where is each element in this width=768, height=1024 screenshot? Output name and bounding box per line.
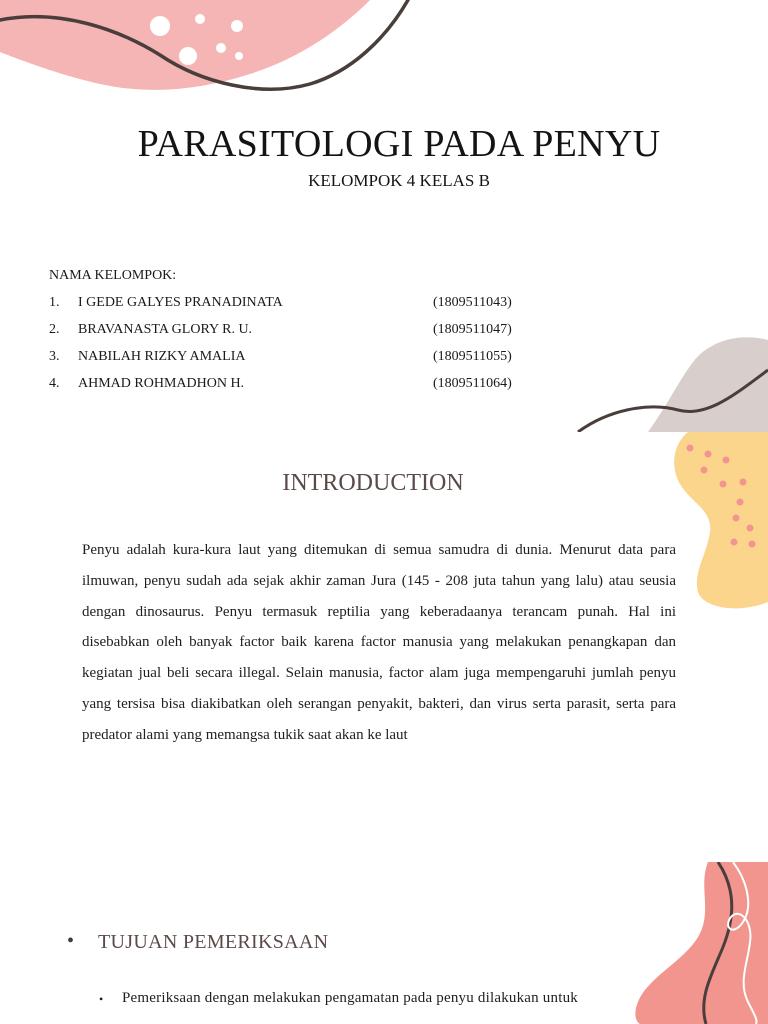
right-decoration [568,332,768,432]
dot-decoration [705,451,712,458]
members-heading: NAMA KELOMPOK: [49,268,177,283]
member-nim: (1809511064) [433,376,512,391]
coral-blob-shape [635,862,768,1024]
dot-decoration [749,541,756,548]
title-slide [0,0,768,432]
page-title: PARASITOLOGI PADA PENYU [137,123,661,165]
dot-decoration [687,445,694,452]
dot-decoration [216,43,226,53]
introduction-heading: INTRODUCTION [282,470,464,496]
member-number: 4. [49,376,60,391]
member-name: NABILAH RIZKY AMALIA [78,349,246,364]
member-number: 3. [49,349,60,364]
dot-decoration [747,525,754,532]
introduction-slide [0,432,768,862]
peach-decoration [668,432,768,612]
pink-decoration [628,862,768,1024]
member-name: BRAVANASTA GLORY R. U. [78,322,253,337]
introduction-paragraph: Penyu adalah kura-kura laut yang ditemukan di semua samudra di dunia. Menurut data para ilmuwan, penyu sudah ada sejak akhir zaman Jura (145 - 208 juta tahun yang lalu) atau seusia dengan dinosaurus. Penyu termasuk reptilia yang keberadaanya terancam punah. Hal ini disebabkan oleh banyak factor baik karena factor manusia yang melakukan penangkapan dan kegiatan jual beli secara illegal. Selain manusia, factor alam juga mempengaruhi jumlah penyu yang tersisa bisa diakibatkan oleh serangan penyakit, bakteri, dan virus serta parasit, serta para predator alami yang memangsa tukik saat akan ke laut [82,542,676,743]
pink-blob-shape [0,0,370,90]
page-subtitle: KELOMPOK 4 KELAS B [308,171,490,190]
member-name: I GEDE GALYES PRANADINATA [78,295,283,310]
tujuan-bullet-text: Pemeriksaan dengan melakukan pengamatan pada penyu dilakukan untuk [122,990,578,1006]
bullet-icon: • [99,992,104,1006]
member-nim: (1809511043) [433,295,512,310]
dot-decoration [231,20,243,32]
bullet-icon: • [67,930,75,952]
dot-decoration [731,539,738,546]
dot-decoration [179,47,197,65]
member-nim: (1809511047) [433,322,512,337]
dot-decoration [235,52,243,60]
dot-decoration [733,515,740,522]
member-name: AHMAD ROHMADHON H. [78,376,245,391]
dot-decoration [150,16,170,36]
member-nim: (1809511055) [433,349,512,364]
peach-blob-shape [674,432,768,608]
member-number: 2. [49,322,60,337]
dot-decoration [195,14,205,24]
top-decoration [0,0,440,100]
dot-decoration [723,457,730,464]
tujuan-slide [0,862,768,1024]
tujuan-heading: TUJUAN PEMERIKSAAN [98,931,329,953]
dot-decoration [737,499,744,506]
member-number: 1. [49,295,60,310]
